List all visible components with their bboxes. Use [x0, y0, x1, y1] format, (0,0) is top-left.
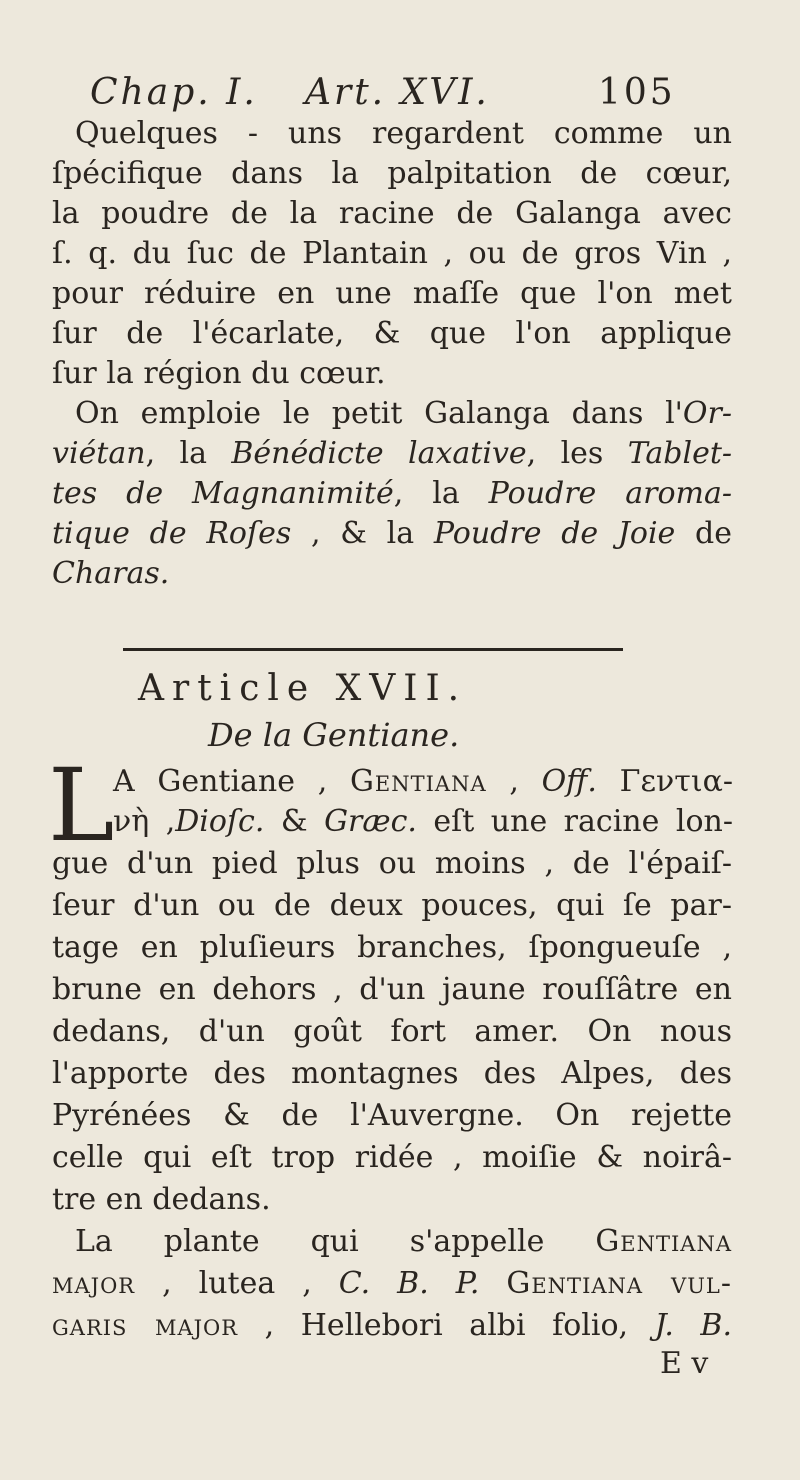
- text-line: ſeur d'un ou de deux pouces, qui ſe par-: [52, 888, 732, 923]
- italic-run: Tablet-: [627, 436, 733, 471]
- text-run: , les: [526, 436, 628, 471]
- text-line: [52, 1264, 732, 1304]
- text-line: gue d'un pied plus ou moins , de l'épaiſ-: [52, 846, 732, 881]
- small-caps-run: major: [52, 1266, 136, 1301]
- article-heading: Article XVII.: [138, 668, 468, 709]
- section-rule: [123, 648, 623, 651]
- italic-run: Poudre de Joie: [433, 516, 676, 551]
- greek-run: Γεντια-: [596, 764, 733, 799]
- signature-mark: E v: [660, 1346, 709, 1381]
- text-line: ſur la région du cœur.: [52, 356, 386, 391]
- text-run: , la: [145, 436, 232, 471]
- text-line: tre en dedans.: [52, 1182, 271, 1217]
- text-run: , lutea ,: [135, 1266, 339, 1301]
- italic-run: tique de Roſes: [52, 516, 292, 551]
- text-run: La plante qui s'appelle: [75, 1224, 596, 1259]
- text-line: Pyrénées & de l'Auvergne. On rejette: [52, 1098, 732, 1133]
- text-line: l'apporte des montagnes des Alpes, des: [52, 1056, 732, 1091]
- italic-run: Dioſc.: [175, 804, 265, 839]
- text-line: Charas.: [52, 556, 170, 591]
- greek-run: νὴ ,: [113, 804, 176, 839]
- small-caps-run: garis major: [52, 1308, 239, 1343]
- text-run: de: [675, 516, 732, 551]
- italic-run: viétan: [52, 436, 146, 471]
- text-run: , Hellebori albi folio,: [238, 1308, 655, 1343]
- italic-run: Poudre aroma-: [488, 476, 732, 511]
- italic-run: Or-: [682, 396, 732, 431]
- italic-run: C. B. P.: [338, 1266, 480, 1301]
- italic-run: Off.: [541, 764, 597, 799]
- italic-run: Græc.: [324, 804, 417, 839]
- header-chapter: Chap. I.: [90, 72, 258, 113]
- text-line: [113, 762, 733, 802]
- text-line: [113, 802, 733, 842]
- text-line: brune en dehors , d'un jaune rouſſâtre en: [52, 972, 732, 1007]
- italic-run: Bénédicte laxative: [231, 436, 527, 471]
- text-line: tage en pluſieurs branches, ſpongueuſe ,: [52, 930, 732, 965]
- running-header: [90, 72, 690, 118]
- text-run: A Gentiane ,: [113, 764, 350, 799]
- article-subtitle: De la Gentiane.: [208, 716, 460, 754]
- text-line: [52, 514, 732, 554]
- text-run: ,: [486, 764, 542, 799]
- text-run: eſt une racine lon-: [416, 804, 733, 839]
- small-caps-run: Gentiana: [595, 1224, 732, 1259]
- text-line: [75, 394, 732, 434]
- text-line: ſ. q. du ſuc de Plantain , ou de gros Vin ,: [52, 236, 732, 271]
- small-caps-run: Gentiana vul-: [506, 1266, 733, 1301]
- text-line: la poudre de la racine de Galanga avec: [52, 196, 732, 231]
- text-run: &: [264, 804, 325, 839]
- text-line: [52, 1306, 732, 1346]
- text-run: On emploie le petit Galanga dans l': [75, 396, 683, 431]
- page-number: 105: [598, 72, 676, 113]
- text-run: [479, 1266, 506, 1301]
- text-run: , la: [393, 476, 489, 511]
- text-line: [52, 434, 732, 474]
- drop-cap: L: [48, 747, 115, 864]
- text-line: [75, 1222, 732, 1262]
- text-line: dedans, d'un goût fort amer. On nous: [52, 1014, 732, 1049]
- italic-run: tes de Magnanimité: [52, 476, 394, 511]
- text-line: ſur de l'écarlate, & que l'on applique: [52, 316, 732, 351]
- text-line: [52, 474, 732, 514]
- small-caps-run: Gentiana: [349, 764, 487, 799]
- text-line: celle qui eſt trop ridée , moiſie & noirâ-: [52, 1140, 732, 1175]
- text-line: pour réduire en une maſſe que l'on met: [52, 276, 732, 311]
- text-line: ſpécifique dans la palpitation de cœur,: [52, 156, 732, 191]
- header-article: Art. XVI.: [305, 72, 490, 113]
- text-run: , & la: [291, 516, 434, 551]
- text-line: Quelques - uns regardent comme un: [75, 116, 732, 151]
- italic-run: J. B.: [654, 1308, 732, 1343]
